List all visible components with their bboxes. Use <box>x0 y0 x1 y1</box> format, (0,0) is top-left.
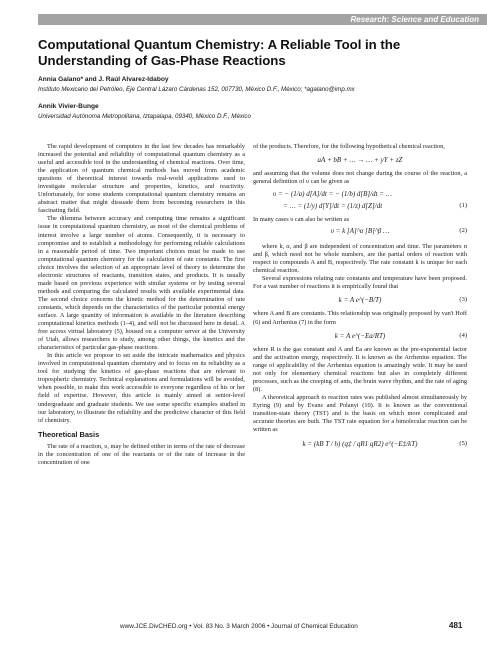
equation-text: = … = (1/y) d[Y]/dt = (1/z) d[Z]/dt <box>283 202 383 211</box>
paragraph: of the products. Therefore, for the following hypothetical chemical reaction, <box>253 143 445 150</box>
paragraph: In this article we propose to set aside the intricate mathematics and physics involved in computational quantum chemistry and to focus on its reliability as a tool for studying the kinetics of gas-phase reactions that are relevant to tropospheric chemistry. Technical explanations and formulations will be avoided, when possible, to make this work accessible to everyone regardless of his or her field of expertise. However, this article is mainly aimed at senior-level undergraduate and graduate students. We use some specific examples studied in our laboratory, to illustrate the reliability and the predictive character of this field of chemistry. <box>38 352 245 424</box>
equation-2 <box>253 224 467 243</box>
equation-number: (1) <box>459 202 467 210</box>
affiliation-1: Instituto Mexicano del Petróleo, Eje Central Lázaro Cárdenas 152, 007730, México D.F., México; *agalano@imp.mx <box>38 86 355 93</box>
author-line-1: Annia Galano* and J. Raúl Alvarez-Idaboy <box>38 76 169 83</box>
right-column <box>253 143 467 456</box>
author-line-2: Annik Vivier-Bunge <box>38 103 99 110</box>
paragraph: Several expressions relating rate constants and temperature have been proposed. For a vast number of reactions it is empirically found that <box>253 275 467 291</box>
equation-text: υ = − (1/a) d[A]/dt = − (1/b) d[B]/dt = … <box>273 190 392 199</box>
paragraph: where R is the gas constant and A and Ea are known as the pre-exponential factor and the activation energy, respectively. It is known as the Arrhenius equation. The range of applicability of the Arrhenius equation is amazingly wide. It may be used not only for elementary chemical reactions but also in completely different processes, such as the creeping of ants, the brain wave rhythm, and the rate of aging (8). <box>253 345 467 393</box>
paragraph: The dilemma between accuracy and computing time remains a significant issue in computational quantum chemistry, as most of the chemical problems of interest involve a large number of atoms. Consequently, it is necessary to compromise and to establish a methodology for performing reliable calculations in a reasonable period of time. Two important choices must be made to use computational quantum chemistry for the calculation of rate constants. The first choice involves the selection of an appropriate level of theory to determine the electronic structures of reactants, transition states, and products. It is usually made based on previous experience with similar systems or by testing several methods and comparing the calculated results with available experimental data. The second choice concerns the kinetic method for the determination of rate constants, which depends on the characteristics of the particular potential energy surface. A large quantity of information is available in the literature describing computational kinetics methods (1–4), and will not be discussed here in detail. A free access virtual laboratory (5), housed on a computer server at the University of Utah, allows researchers to study, among other things, the kinetics and the characteristics of particular gas-phase reactions. <box>38 215 245 352</box>
paragraph: and assuming that the volume does not change during the course of the reaction, a general definition of υ can be given as <box>253 170 467 186</box>
left-column <box>38 143 245 467</box>
equation-text: k = (kB T / h) (q‡ / qR1 qR2) e^(−E‡/kT) <box>302 440 418 449</box>
reaction-equation: aA + bB + … → … + yY + zZ <box>317 156 403 165</box>
equation-5 <box>253 434 467 456</box>
section-header-band <box>38 14 487 25</box>
equation-4 <box>253 327 467 346</box>
equation-number: (2) <box>459 227 467 235</box>
paragraph: A theoretical approach to reaction rates was published almost simultaneously by Eyring (9) and by Evans and Polanyi (10). It is known as the conventional transition-state theory (TST) and is the basis on which more complicated and accurate theories are built. The TST rate equation for a bimolecular reaction can be written as <box>253 393 467 434</box>
paragraph: In many cases υ can also be written as <box>253 216 350 224</box>
paragraph: The rapid development of computers in the last few decades has remarkably increased the potential and reliability of computational quantum chemistry as a useful and accessible tool in the understanding of chemical reactions. Over time, the application of quantum chemical methods has moved from academic questions of theoretical interest towards real-world applications used to investigate molecular structure and properties, kinetics, and reactivity. Unfortunately, for some students computational quantum chemistry remains an abstract matter that might dissuade them from becoming researchers in this fascinating field. <box>38 143 245 215</box>
section-header-label: Research: Science and Education <box>350 15 479 24</box>
equation-1a <box>253 186 467 202</box>
article-title: Computational Quantum Chemistry: A Reliable Tool in the Understanding of Gas-Phase Reactions <box>38 37 401 68</box>
paragraph: where k, α, and β are independent of concentration and time. The parameters α and β, which need not be whole numbers, are the partial orders of reaction with respect to compounds A and B, respectively. The rate constant k is unique for each chemical reaction. <box>253 243 467 275</box>
equation-1b <box>253 202 467 216</box>
equation-number: (4) <box>459 331 467 339</box>
page-number: 481 <box>449 621 463 630</box>
equation-number: (5) <box>459 440 467 448</box>
equation-3 <box>253 291 467 310</box>
page-footer: www.JCE.DivCHED.org • Vol. 83 No. 3 March 2006 • Journal of Chemical Education <box>120 623 358 630</box>
paragraph: The rate of a reaction, υ, may be defined either in terms of the rate of decrease in the concentration of one of the reactants or of the rate of increase in the concentration of one <box>38 442 245 466</box>
equation-text: k = A e^(−B/T) <box>338 296 382 305</box>
equation-text: k = A e^(−Ea/RT) <box>334 331 386 340</box>
equation-number: (3) <box>459 296 467 304</box>
section-heading: Theoretical Basis <box>38 429 100 439</box>
equation-text: υ = k [A]^α [B]^β … <box>330 227 390 236</box>
paragraph: where A and B are constants. This relationship was originally proposed by van't Hoff (6) and Arrhenius (7) in the form <box>253 310 467 326</box>
affiliation-2: Universidad Autónoma Metropolitana, Iztapalapa, 09340, México D.F., México <box>38 113 251 120</box>
